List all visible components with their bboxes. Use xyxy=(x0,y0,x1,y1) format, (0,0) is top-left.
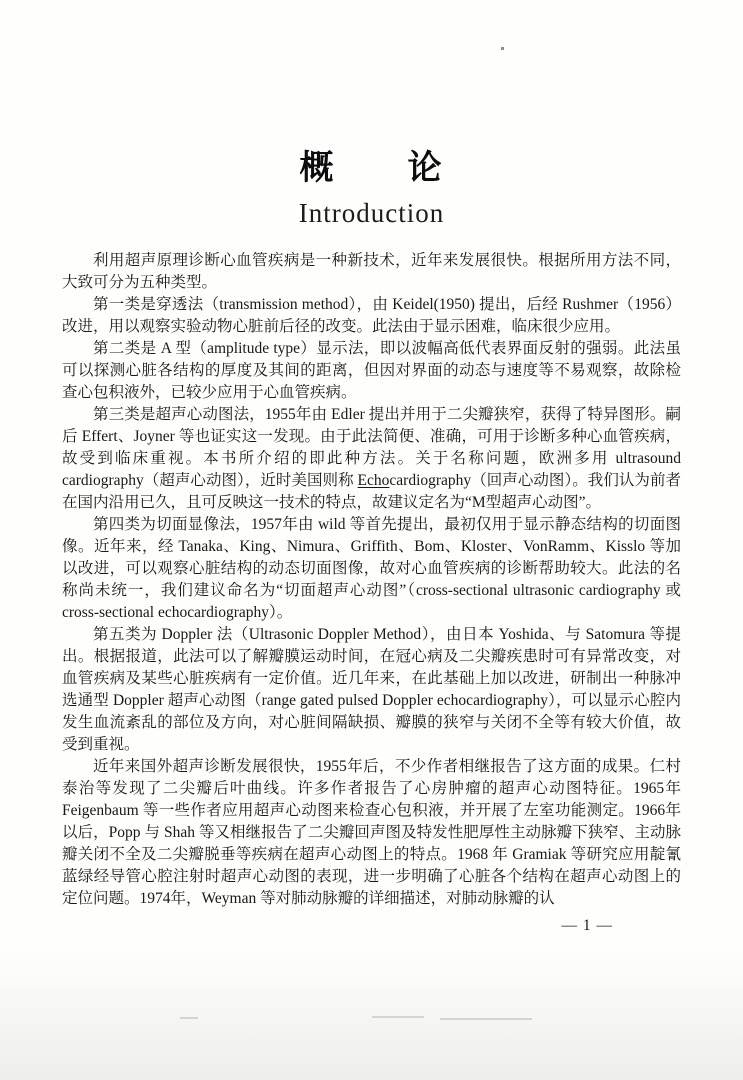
page-title-english: Introduction xyxy=(298,198,445,228)
page-number: — 1 — xyxy=(561,917,613,934)
underlined-word-echo: Echo xyxy=(357,472,390,489)
scan-smudge-artifact xyxy=(440,1018,532,1020)
scan-smudge-artifact xyxy=(180,1017,198,1019)
paragraph-echocardiography xyxy=(62,404,681,514)
page-title-chinese: 概 论 xyxy=(299,150,444,187)
paragraph-history: 近年来国外超声诊断发展很快，1955年后，不少作者相继报告了这方面的成果。仁村泰治等发现了二尖瓣后叶曲线。许多作者报告了心房肿瘤的超声心动图特征。1965年 Feigenbaum 等一些作者应用超声心动图来检查心包积液，并开展了左室功能测定。1966年以后，Popp 与 Shah 等又相继报告了二尖瓣回声图及特发性肥厚性主动脉瓣下狭窄、主动脉瓣关闭不全及二尖瓣脱垂等疾病在超声心动图上的特点。1968 年 Gramiak 等研究应用靛氰蓝绿经导管心腔注射时超声心动图的表现，进一步明确了心脏各个结构在超声心动图上的定位问题。1974年，Weyman 等对肺动脉瓣的详细描述，对肺动脉瓣的认 xyxy=(62,758,681,907)
paragraph-amplitude-type: 第二类是 A 型（amplitude type）显示法，即以波幅高低代表界面反射的强弱。此法虽可以探测心脏各结构的厚度及其间的距离，但因对界面的动态与速度等不易观察，故除检查心包积液外，已较少应用于心血管疾病。 xyxy=(62,340,681,401)
paragraph-echocardiography-segment: 第三类是超声心动图法，1955年由 Edler 提出并用于二尖瓣狭窄，获得了特异图形。嗣后 Effert、Joyner 等也证实这一发现。由于此法简便、准确，可用于诊断多种心血管疾病，故受到临床重视。本书所介绍的即此种方法。关于名称问题，欧洲多用 ultrasound cardiography（超声心动图），近时美国则称 xyxy=(62,406,681,489)
scan-speck-artifact xyxy=(501,47,504,50)
paragraph-doppler-method: 第五类为 Doppler 法（Ultrasonic Doppler Method），由日本 Yoshida、与 Satomura 等提出。根据报道，此法可以了解瓣膜运动时间，在冠心病及二尖瓣疾患时可有异常改变，对血管疾病及某些心脏疾病有一定价值。近几年来，在此基础上加以改进，研制出一种脉冲选通型 Doppler 超声心动图（range gated pulsed Doppler echocardiography），可以显示心腔内发生血流紊乱的部位及方向，对心脏间隔缺损、瓣膜的狭窄与关闭不全等有较大价值，故受到重视。 xyxy=(62,626,681,753)
scan-smudge-artifact xyxy=(372,1016,424,1018)
paragraph-echocardiography-segment: cardiography（回声心动图）。我们认为前者在国内沿用已久，且可反映这一技术的特点，故建议定名为“M型超声心动图”。 xyxy=(62,472,681,511)
paragraph-cross-sectional-method: 第四类为切面显像法，1957年由 wild 等首先提出，最初仅用于显示静态结构的切面图像。近年来，经 Tanaka、King、Nimura、Griffith、Bom、Kloster、VonRamm、Kisslo 等加以改进，可以观察心脏结构的动态切面图像，故对心血管疾病的诊断帮助较大。此法的名称尚未统一，我们建议命名为“切面超声心动图”（cross-sectional ultrasonic cardiography 或 cross-sectional echocardiography）。 xyxy=(62,516,681,621)
body-text xyxy=(62,250,681,910)
paragraph-transmission-method: 第一类是穿透法（transmission method），由 Keidel(1950) 提出，后经 Rushmer（1956）改进，用以观察实验动物心脏前后径的改变。此法由于显示困难，临床很少应用。 xyxy=(62,296,681,335)
paragraph-overview: 利用超声原理诊断心血管疾病是一种新技术，近年来发展很快。根据所用方法不同，大致可分为五种类型。 xyxy=(62,252,681,291)
